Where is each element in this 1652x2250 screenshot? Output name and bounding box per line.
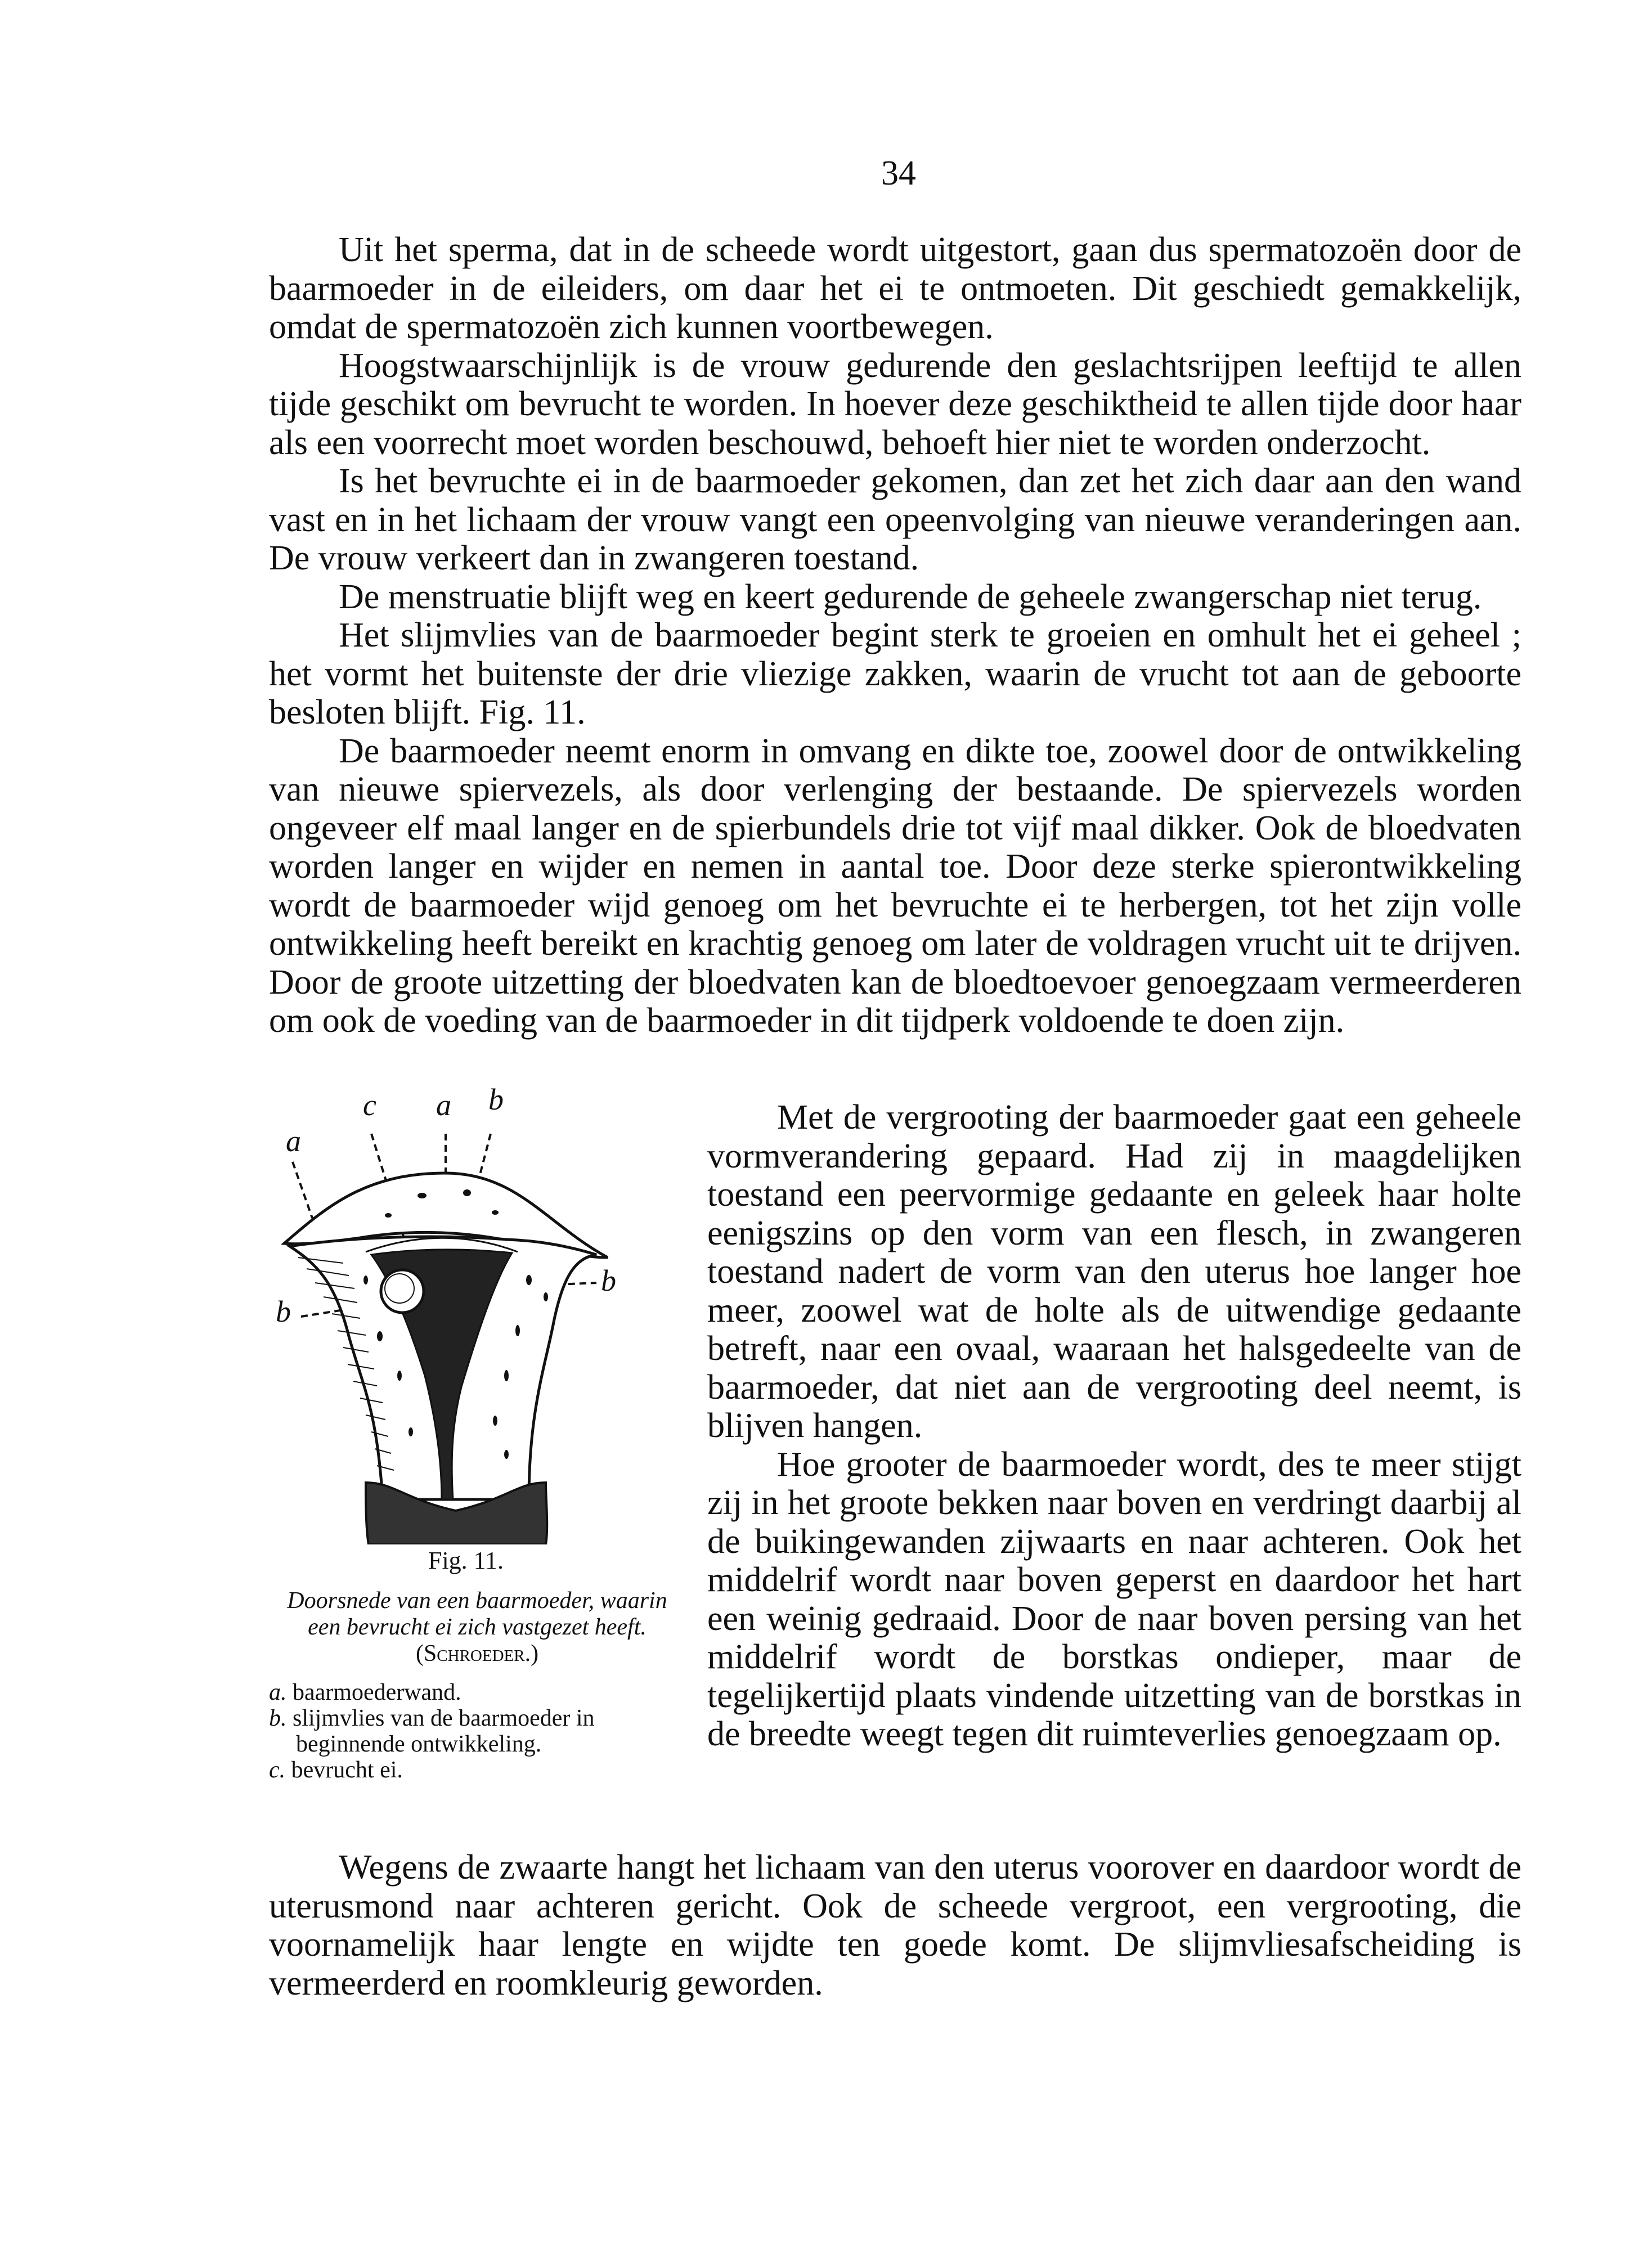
label-b-right: b — [601, 1264, 616, 1297]
caption-text: Doorsnede van een baarmoeder, waarin een bevrucht ei zich vastgezet heeft. — [287, 1588, 667, 1640]
legend-text: slijmvlies van de baarmoeder in beginnende ontwikkeling. — [293, 1705, 595, 1757]
paragraph: De menstruatie blijft weg en keert gedurende de geheele zwangerschap niet terug. — [339, 577, 1482, 616]
paragraph: Is het bevruchte ei in de baarmoeder gekomen, dan zet het zich daar aan den wand vast en in het lichaam der vrouw vangt een opeenvolging van nieuwe veranderingen aan. De vrouw verkeert dan in zwangeren toestand. — [269, 462, 1521, 577]
body-text-top — [269, 231, 1521, 1040]
label-c: c — [363, 1088, 376, 1122]
paragraph: Met de vergrooting der baarmoeder gaat een geheele vormverandering gepaard. Had zij in maagdelijken toestand een peervormige gedaante en geleek haar holte eenigszins op den vorm van een flesch, in zwangeren toestand nadert de vorm van den uterus hoe langer hoe meer, zoowel wat de holte als de uitwendige gedaante betreft, naar een ovaal, waaraan het halsgedeelte van de baarmoeder, dat niet aan de vergrooting deel neemt, is blijven hangen. — [707, 1098, 1521, 1445]
caption-source: (Schroeder.) — [415, 1641, 539, 1667]
figure-caption — [269, 1588, 685, 1667]
legend-item — [269, 1757, 685, 1783]
label-a-top: a — [436, 1088, 451, 1122]
paragraph: De baarmoeder neemt enorm in omvang en dikte toe, zoowel door de ontwikkeling van nieuwe spiervezels, als door verlenging der bestaande. De spiervezels worden ongeveer elf maal langer en de spierbundels drie tot vijf maal dikker. Ook de bloedvaten worden langer en wijder en nemen in aantal toe. Door deze sterke spierontwikkeling wordt de baarmoeder wijd genoeg om het bevruchte ei te herbergen, tot het zijn volle ontwikkeling heeft bereikt en krachtig genoeg om later de voldragen vrucht uit te drijven. Door de groote uitzetting der bloedvaten kan de bloedtoevoer genoegzaam vermeerderen om ook de voeding van de baarmoeder in dit tijdperk voldoende te doen zijn. — [269, 731, 1521, 1040]
legend-key: a. — [269, 1679, 287, 1705]
paragraph: Het slijmvlies van de baarmoeder begint sterk te groeien en omhult het ei geheel ; het vormt het buitenste der drie vliezige zakken, waarin de vrucht tot aan de geboorte besloten blijft. Fig. 11. — [269, 616, 1521, 731]
body-text-bottom — [269, 1848, 1521, 2002]
body-text-right-column — [707, 1098, 1521, 1754]
legend-text: baarmoederwand. — [293, 1679, 461, 1705]
legend-item — [269, 1679, 685, 1705]
figure-uterus-cross-section — [276, 1083, 630, 1544]
legend-item — [269, 1705, 685, 1757]
paragraph: Hoe grooter de baarmoeder wordt, des te meer stijgt zij in het groote bekken naar boven en verdringt daarbij al de buikingewanden zijwaarts en naar achteren. Ook het middelrif wordt naar boven geperst en daardoor het hart een weinig gedraaid. Door de naar boven persing van het middelrif wordt de borstkas ondieper, maar de tegelijkertijd plaats vindende uitzetting van de borstkas in de breedte weegt tegen dit ruimteverlies genoegzaam op. — [707, 1445, 1521, 1753]
page-number: 34 — [881, 154, 916, 192]
paragraph: Hoogstwaarschijnlijk is de vrouw gedurende den geslachtsrijpen leeftijd te allen tijde geschikt om bevrucht te worden. In hoever deze geschiktheid te allen tijde door haar als een voorrecht moet worden beschouwd, behoeft hier niet te worden onderzocht. — [269, 346, 1521, 462]
figure-number: Fig. 11. — [428, 1547, 504, 1574]
paragraph: Wegens de zwaarte hangt het lichaam van den uterus voorover en daardoor wordt de uterusmond naar achteren gericht. Ook de scheede vergroot, een vergrooting, die voornamelijk haar lengte en wijdte ten goede komt. De slijmvliesafscheiding is vermeerderd en roomkleurig geworden. — [269, 1848, 1521, 2002]
uterus-illustration — [281, 1094, 630, 1544]
legend-text: bevrucht ei. — [291, 1757, 403, 1783]
label-b-left: b — [276, 1295, 291, 1328]
legend-key: c. — [269, 1757, 286, 1783]
label-a-left: a — [286, 1124, 301, 1158]
paragraph: Uit het sperma, dat in de scheede wordt uitgestort, gaan dus spermatozoën door de baarmoeder in de eileiders, om daar het ei te ontmoeten. Dit geschiedt gemakkelijk, omdat de spermatozoën zich kunnen voortbewegen. — [269, 231, 1521, 346]
label-b-top: b — [488, 1083, 504, 1116]
legend-key: b. — [269, 1705, 287, 1731]
figure-legend — [269, 1679, 685, 1783]
